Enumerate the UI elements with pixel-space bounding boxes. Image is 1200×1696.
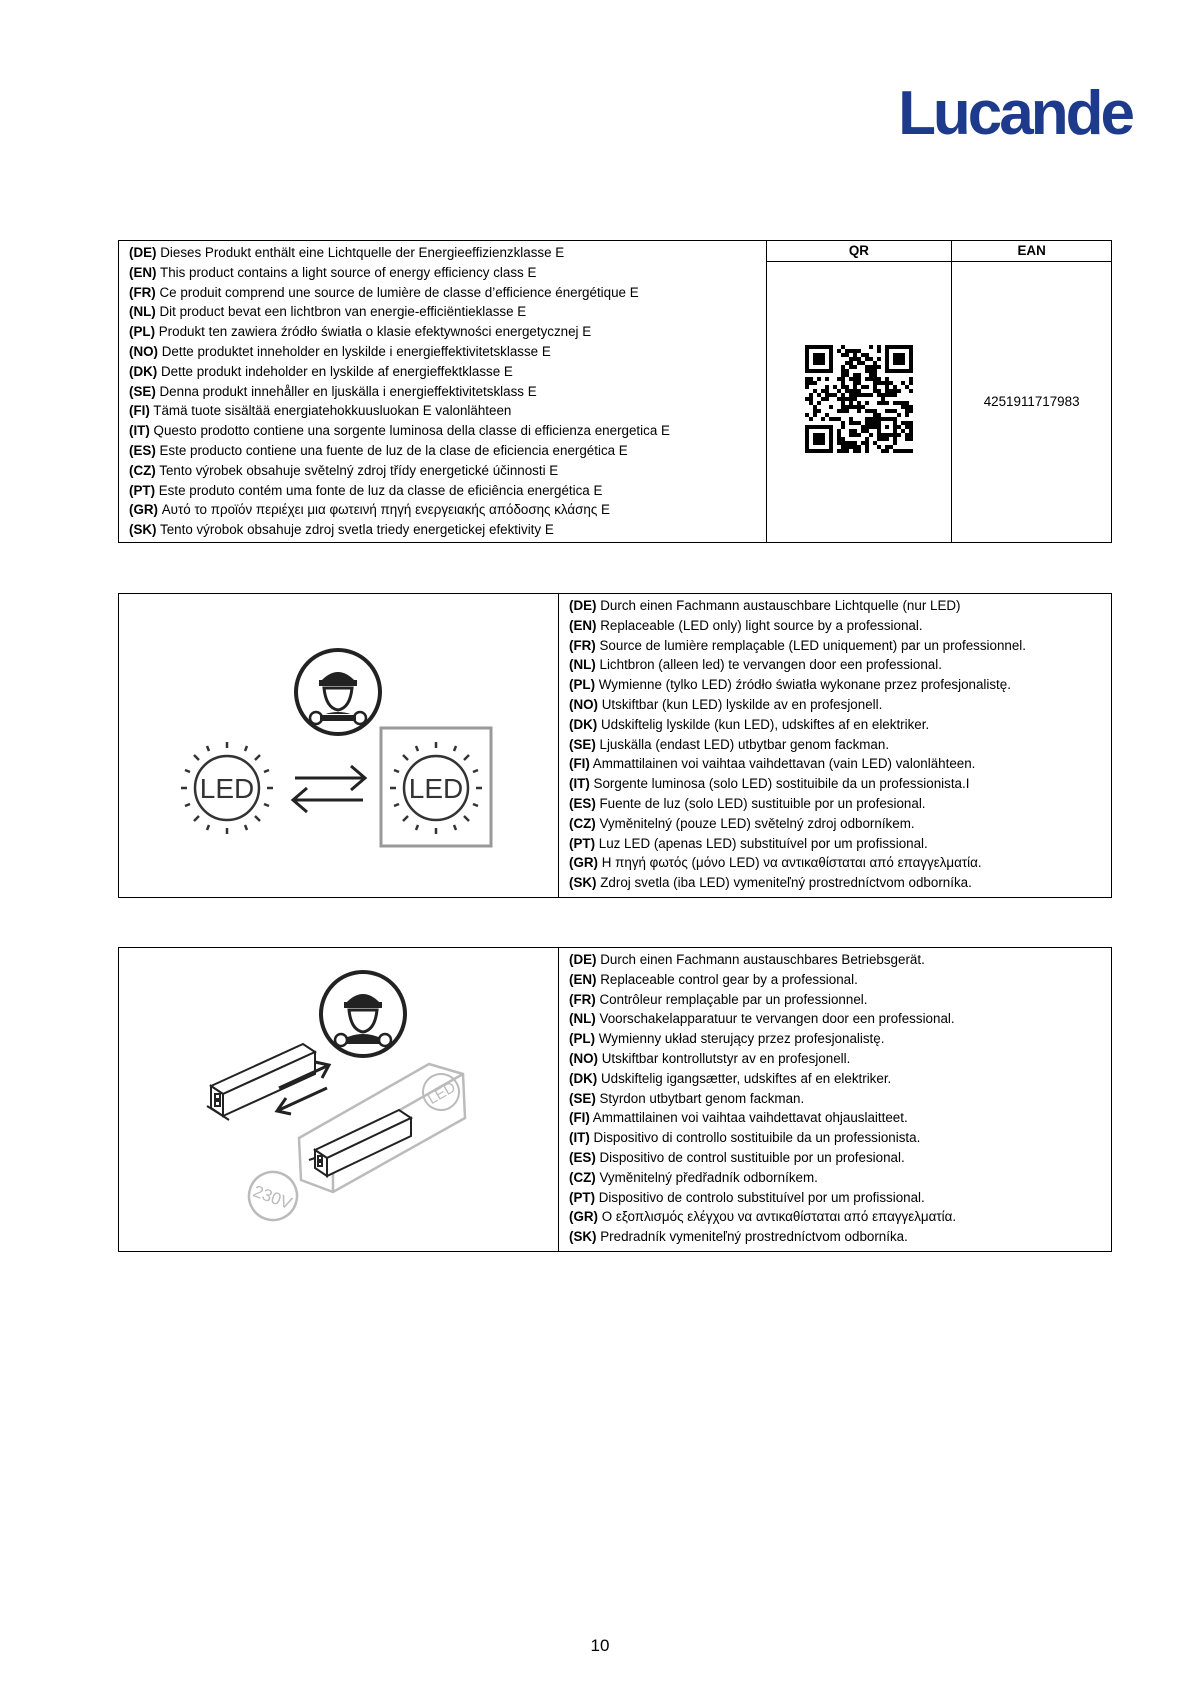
language-text: Dieses Produkt enthält eine Lichtquelle der Energieeffizienzklasse E — [156, 245, 565, 260]
led-bulb-right-icon — [390, 742, 482, 834]
language-code: (NL) — [569, 657, 596, 673]
qr-cell — [766, 262, 952, 543]
language-text: Luz LED (apenas LED) substituível por um profissional. — [595, 835, 928, 851]
language-code: (DE) — [569, 598, 597, 613]
language-line — [569, 990, 1105, 1010]
energy-class-text-cell — [119, 241, 767, 543]
language-code: (SE) — [569, 736, 596, 752]
qr-header: QR — [766, 241, 952, 262]
language-text: Ο εξοπλισμός ελέγχου να αντικαθίσταται από επαγγελματία. — [598, 1209, 957, 1225]
language-text: This product contains a light source of energy efficiency class E — [156, 264, 537, 280]
qr-code — [805, 345, 913, 453]
technician-icon — [296, 650, 380, 734]
language-line — [569, 1089, 1105, 1109]
language-text: Vyměnitelný (pouze LED) světelný zdroj odborníkem. — [595, 815, 915, 831]
language-line — [569, 655, 1105, 675]
language-code: (CZ) — [569, 815, 596, 831]
language-line — [129, 362, 760, 382]
language-code: (IT) — [569, 1130, 590, 1146]
language-code: (EN) — [129, 264, 157, 280]
energy-class-lines — [119, 241, 766, 542]
language-text: Dispositivo di controllo sostituibile da un professionista. — [589, 1130, 921, 1146]
language-text: Fuente de luz (solo LED) sustituible por un profesional. — [595, 795, 926, 811]
ean-value: 4251911717983 — [983, 393, 1080, 409]
light-source-icon-cell — [119, 594, 559, 898]
swap-arrows-icon — [293, 766, 365, 812]
language-code: (FR) — [129, 284, 156, 300]
language-line — [569, 774, 1105, 794]
language-line — [569, 873, 1105, 893]
language-code: (SK) — [129, 522, 157, 538]
language-line — [569, 1049, 1105, 1069]
language-line — [569, 1207, 1105, 1227]
language-code: (ES) — [129, 442, 156, 458]
control-gear-right-icon — [309, 1110, 411, 1176]
control-gear-table — [118, 947, 1112, 1252]
language-line — [569, 834, 1105, 854]
language-text: Questo prodotto contiene una sorgente luminosa della classe di efficienza energetica E — [149, 423, 670, 439]
language-code: (SK) — [569, 875, 597, 891]
language-text: Dette produkt indeholder en lyskilde af energieffektklasse E — [157, 363, 513, 379]
language-code: (PT) — [569, 1189, 596, 1205]
language-code: (DE) — [129, 245, 157, 260]
control-gear-left-icon — [207, 1044, 315, 1120]
control-gear-illustration — [119, 948, 558, 1246]
language-text: Dit product bevat een lichtbron van energie-efficiëntieklasse E — [155, 304, 527, 320]
language-code: (FR) — [569, 991, 596, 1007]
ean-header: EAN — [952, 241, 1112, 262]
language-line — [569, 1029, 1105, 1049]
control-gear-text-cell — [559, 948, 1112, 1252]
language-line — [569, 814, 1105, 834]
language-code: (SE) — [129, 383, 156, 399]
language-code: (DK) — [569, 716, 598, 732]
language-text: Styrdon utbytbart genom fackman. — [595, 1090, 805, 1106]
language-text: Replaceable (LED only) light source by a professional. — [596, 617, 923, 633]
language-text: Zdroj svetla (iba LED) vymeniteľný prostredníctvom odborníka. — [596, 875, 972, 891]
language-line — [569, 596, 1105, 616]
language-code: (PL) — [569, 677, 596, 693]
language-line — [129, 283, 760, 303]
language-line — [569, 1148, 1105, 1168]
voltage-tag-icon — [242, 1165, 304, 1227]
language-code: (ES) — [569, 1149, 596, 1165]
led-bulb-left-icon — [181, 742, 273, 834]
language-text: Este producto contiene una fuente de luz de la clase de eficiencia energética E — [155, 442, 628, 458]
language-line — [129, 500, 760, 520]
language-line — [569, 794, 1105, 814]
language-code: (CZ) — [569, 1169, 596, 1185]
language-line — [569, 754, 1105, 774]
language-text: Contrôleur remplaçable par un professionnel. — [595, 991, 868, 1007]
language-line — [129, 382, 760, 402]
language-code: (EN) — [569, 617, 597, 633]
language-text: Tento výrobek obsahuje světelný zdroj třídy energetické účinnosti E — [155, 462, 559, 478]
language-text: Ammattilainen voi vaihtaa vaihdettavan (vain LED) valonlähteen. — [589, 756, 976, 772]
language-code: (NL) — [569, 1011, 596, 1027]
led-tag-icon — [416, 1067, 465, 1116]
language-text: Voorschakelapparatuur te vervangen door een professional. — [595, 1011, 955, 1027]
language-text: Dispositivo de controlo substituível por um profissional. — [595, 1189, 925, 1205]
language-code: (IT) — [569, 776, 590, 792]
language-line — [569, 735, 1105, 755]
language-text: Vyměnitelný předřadník odborníkem. — [595, 1169, 818, 1185]
language-text: Wymienne (tylko LED) źródło światła wykonane przez profesjonalistę. — [595, 677, 1011, 693]
language-code: (NO) — [569, 696, 599, 712]
language-code: (GR) — [569, 855, 599, 871]
language-line — [129, 520, 760, 540]
language-code: (NL) — [129, 304, 156, 320]
language-line — [569, 1069, 1105, 1089]
language-text: Lichtbron (alleen led) te vervangen door een professional. — [595, 657, 942, 673]
language-text: Produkt ten zawiera źródło światła o klasie efektywności energetycznej E — [155, 324, 592, 340]
control-gear-lines — [559, 948, 1111, 1249]
language-line — [569, 1227, 1105, 1247]
language-line — [569, 636, 1105, 656]
language-text: Η πηγή φωτός (μόνο LED) να αντικαθίσταται από επαγγελματία. — [598, 855, 982, 871]
language-line — [569, 1128, 1105, 1148]
language-code: (GR) — [129, 502, 159, 518]
language-code: (PL) — [569, 1031, 596, 1047]
language-code: (CZ) — [129, 462, 156, 478]
language-line — [569, 950, 1105, 970]
language-text: Durch einen Fachmann austauschbare Lichtquelle (nur LED) — [596, 598, 961, 613]
language-line — [129, 322, 760, 342]
language-code: (SK) — [569, 1229, 597, 1245]
language-line — [129, 441, 760, 461]
page-number: 10 — [590, 1636, 610, 1655]
language-code: (ES) — [569, 795, 596, 811]
language-text: Este produto contém uma fonte de luz da classe de eficiência energética E — [155, 482, 603, 498]
language-text: Ce produit comprend une source de lumière de classe d’efficience énergétique E — [155, 284, 639, 300]
language-line — [129, 302, 760, 322]
language-code: (DK) — [129, 363, 158, 379]
language-text: Αυτό το προϊόν περιέχει μια φωτεινή πηγή ενεργειακής απόδοσης κλάσης E — [158, 502, 610, 518]
language-code: (PL) — [129, 324, 156, 340]
language-text: Utskiftbar (kun LED) lyskilde av en profesjonell. — [598, 696, 883, 712]
control-gear-icon-cell — [119, 948, 559, 1252]
energy-class-table — [118, 240, 1112, 543]
language-line — [129, 421, 760, 441]
brand-logo: Lucande — [898, 79, 1132, 148]
language-code: (NO) — [569, 1050, 599, 1066]
language-text: Udskiftelig igangsætter, udskiftes af en elektriker. — [597, 1070, 892, 1086]
language-text: Denna produkt innehåller en ljuskälla i energieffektivitetsklass E — [155, 383, 537, 399]
language-code: (FI) — [569, 756, 590, 772]
language-line — [569, 1009, 1105, 1029]
language-code: (PT) — [569, 835, 596, 851]
language-text: Durch einen Fachmann austauschbares Betriebsgerät. — [596, 952, 925, 967]
language-line — [569, 1108, 1105, 1128]
language-line — [569, 1168, 1105, 1188]
language-line — [569, 715, 1105, 735]
language-code: (SE) — [569, 1090, 596, 1106]
language-text: Ljuskälla (endast LED) utbytbar genom fackman. — [595, 736, 890, 752]
language-text: Replaceable control gear by a professional. — [596, 971, 858, 987]
light-source-table — [118, 593, 1112, 898]
light-source-text-cell — [559, 594, 1112, 898]
language-text: Sorgente luminosa (solo LED) sostituibile da un professionista.I — [589, 776, 970, 792]
language-code: (EN) — [569, 971, 597, 987]
language-line — [569, 1188, 1105, 1208]
language-code: (NO) — [129, 343, 159, 359]
language-code: (GR) — [569, 1209, 599, 1225]
technician-icon — [321, 972, 405, 1056]
ean-cell — [952, 262, 1112, 543]
language-line — [569, 695, 1105, 715]
language-text: Wymienny układ sterujący przez profesjonalistę. — [595, 1031, 885, 1047]
language-line — [129, 481, 760, 501]
language-line — [569, 853, 1105, 873]
language-line — [569, 970, 1105, 990]
language-text: Source de lumière remplaçable (LED uniquement) par un professionnel. — [595, 637, 1027, 653]
led-tag-label: LED — [424, 1078, 459, 1108]
language-code: (DK) — [569, 1070, 598, 1086]
language-text: Udskiftelig lyskilde (kun LED), udskiftes af en elektriker. — [597, 716, 930, 732]
language-code: (FI) — [569, 1110, 590, 1126]
language-text: Dispositivo de control sustituible por un profesional. — [595, 1149, 905, 1165]
language-line — [129, 461, 760, 481]
language-line — [129, 401, 760, 421]
language-code: (PT) — [129, 482, 156, 498]
language-line — [129, 342, 760, 362]
language-line — [129, 243, 760, 263]
language-line — [569, 616, 1105, 636]
language-text: Ammattilainen voi vaihtaa vaihdettavat ohjauslaitteet. — [589, 1110, 908, 1126]
led-right-label: LED — [408, 773, 464, 804]
language-line — [569, 675, 1105, 695]
language-text: Tento výrobok obsahuje zdroj svetla triedy energetickej efektivity E — [156, 522, 554, 538]
language-code: (IT) — [129, 423, 150, 439]
language-code: (FI) — [129, 403, 150, 419]
language-line — [129, 263, 760, 283]
language-text: Dette produktet inneholder en lyskilde i energieffektivitetsklasse E — [158, 343, 551, 359]
voltage-label: 230V — [250, 1181, 295, 1214]
light-source-lines — [559, 594, 1111, 895]
language-text: Utskiftbar kontrollutstyr av en profesjonell. — [598, 1050, 851, 1066]
language-code: (FR) — [569, 637, 596, 653]
led-left-label: LED — [199, 773, 255, 804]
led-replace-illustration — [119, 594, 558, 892]
language-code: (DE) — [569, 952, 597, 967]
language-text: Tämä tuote sisältää energiatehokkuusluokan E valonlähteen — [149, 403, 512, 419]
language-text: Predradník vymeniteľný prostredníctvom odborníka. — [596, 1229, 908, 1245]
